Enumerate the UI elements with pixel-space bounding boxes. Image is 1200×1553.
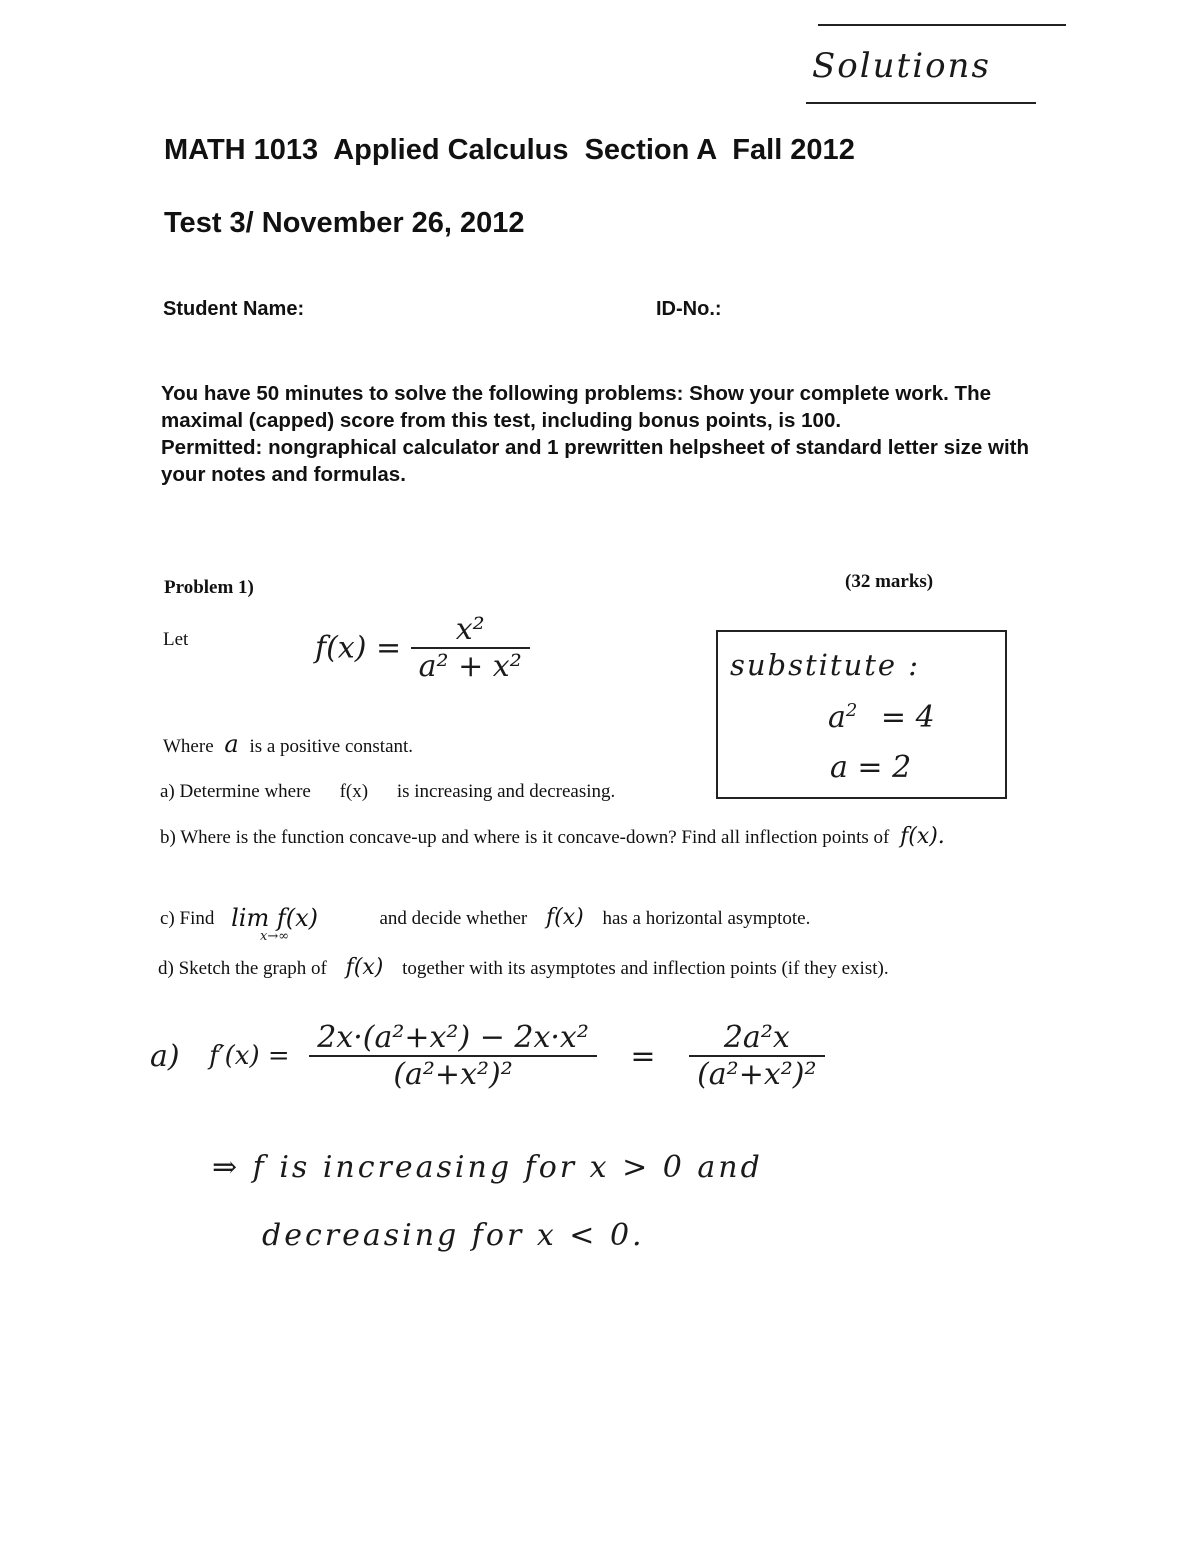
derivative-fraction [309,1020,597,1092]
question-d-post: together with its asymptotes and inflection points (if they exist). [402,958,889,979]
problem-label: Problem 1) [164,577,254,598]
instructions-permitted: Permitted: nongraphical calculator and 1 prewritten helpsheet of standard letter size with your notes and formulas. [161,436,1030,486]
question-c-fx: f(x) [545,905,584,930]
substitute-line-1 [828,700,935,735]
instructions [161,380,1031,488]
question-a-fx: f(x) [339,781,369,802]
question-c-post: has a horizontal asymptote. [602,908,811,929]
problem-marks: (32 marks) [845,571,934,592]
id-number-label: ID-No.: [656,298,722,320]
simplified-fraction [689,1020,824,1092]
solution-a-conclusion-2: decreasing for x < 0. [262,1218,645,1253]
solutions-heading: Solutions [812,46,991,86]
question-c-mid: and decide whether [379,908,528,929]
simplified-denominator: (a²+x²)² [697,1057,817,1092]
solution-a-label: a) [150,1038,180,1074]
derivative-lhs: f′(x) = [209,1041,290,1071]
question-b-fx: f(x). [900,824,945,849]
let-label: Let [163,629,189,650]
substitute-heading: substitute : [730,648,921,682]
question-b [160,824,960,851]
function-lhs: f(x) = [315,630,402,666]
student-name-label: Student Name: [163,298,305,320]
constant-a: a [224,730,239,758]
substitute-value: = 4 [880,700,935,735]
instructions-time: You have 50 minutes to solve the following problems: Show your complete work. The maximal (capped) score from this test, including bonus points, is 100. [161,382,991,432]
substitute-exponent: 2 [845,700,858,721]
where-post-text: is a positive constant. [249,736,414,757]
limit-text: lim f(x) [231,904,318,932]
question-a-post: is increasing and decreasing. [396,781,616,802]
function-denominator: a² + x² [418,649,522,684]
simplified-numerator: 2a²x [723,1020,790,1055]
substitute-a: a [828,700,846,735]
function-definition [315,612,530,684]
question-d-text: d) Sketch the graph of [158,958,327,979]
test-date-line: Test 3/ November 26, 2012 [164,207,525,239]
question-c [160,905,810,943]
question-d-fx: f(x) [345,955,384,980]
derivative-denominator: (a²+x²)² [393,1057,513,1092]
function-fraction [411,612,530,684]
constant-note [163,730,413,758]
limit-expression [225,905,324,943]
question-a-text: a) Determine where [160,781,311,802]
function-numerator: x² [455,612,485,647]
where-text: Where [163,736,214,757]
solutions-bottom-rule [806,102,1036,104]
solutions-top-rule [818,24,1066,26]
question-d [158,955,978,982]
question-a [160,779,615,805]
solution-a-derivative [150,1020,825,1092]
solution-a-conclusion-1: ⇒ f is increasing for x > 0 and [212,1150,763,1185]
question-c-text: c) Find [160,908,215,929]
equals-sign: = [630,1038,656,1074]
limit-subscript: x→∞ [260,929,290,944]
derivative-numerator: 2x·(a²+x²) − 2x·x² [317,1020,589,1055]
course-title: MATH 1013 Applied Calculus Section A Fall 2012 [164,134,855,166]
question-b-text: b) Where is the function concave-up and where is it concave-down? Find all inflection points of [160,827,890,848]
substitute-line-2: a = 2 [830,750,912,785]
